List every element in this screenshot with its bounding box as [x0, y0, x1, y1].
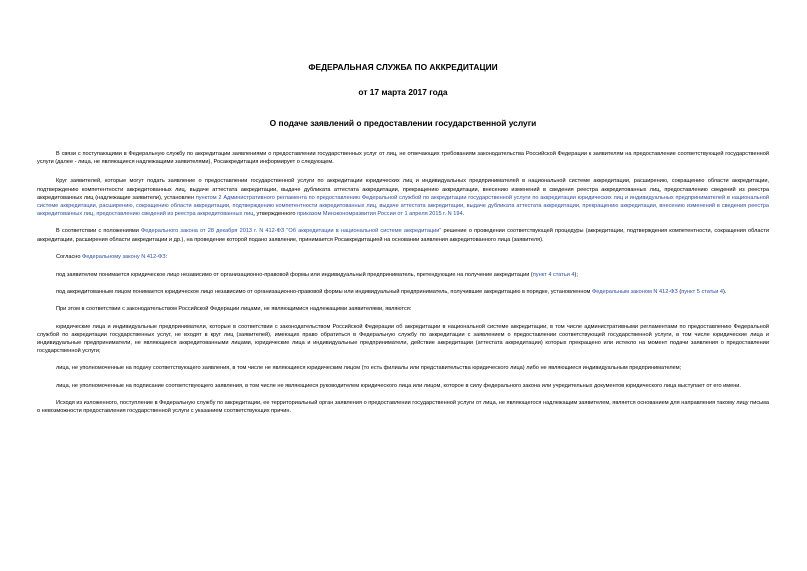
- paragraph-text: , утвержденного: [253, 211, 296, 218]
- paragraph-law: [37, 227, 769, 243]
- paragraph-unauthorized-filing: лица, не уполномоченные на подачу соответствующего заявления, в том числе не являющиеся юридическим лицом (то есть филиалы или представительства юридического лица) либо не являющиеся индивидуальным предпринимателем;: [56, 365, 682, 372]
- paragraph-applicants: [37, 177, 769, 218]
- paragraph-text: ).: [723, 289, 727, 296]
- agency-heading: ФЕДЕРАЛЬНАЯ СЛУЖБА ПО АККРЕДИТАЦИИ: [308, 62, 498, 72]
- paragraph-according: [37, 253, 769, 261]
- paragraph-text: :: [165, 253, 168, 260]
- paragraph-text: под заявителем понимается юридическое лицо независимо от организационно-правовой формы или индивидуальный предприниматель, претендующие на получение аккредитации (: [56, 272, 533, 279]
- paragraph-unauthorized-signing: лица, не уполномоченные на подписание соответствующего заявления, в том числе не являющиеся руководителем юридического лица или лицом, которое в силу федерального закона или учредительных документов юридического лица выступает от его имени.: [56, 382, 741, 389]
- link-point-5-article-4[interactable]: пункт 5 статьи 4: [681, 289, 723, 296]
- link-federal-law-412-b[interactable]: Федеральным законом N 412-ФЗ: [591, 289, 678, 296]
- paragraph-text: решение о проведении соответствующей процедуры (аккредитации, подтверждения компетентности, сокращения области аккредитации, расширения области аккредитации и др.), на проведение которой подано заявление, принимается Росаккредитацией на основании заявления аккредитованного лица (заявителя).: [37, 228, 769, 243]
- link-regulation-point-2[interactable]: пунктом 2 Административного регламента по предоставлению Федеральной службой по аккредитации государственной услуги по аккредитации юридических лиц и индивидуальных предпринимателей в национальной системе аккредитации, расширению, сокращению области аккредитации, подтверждению компетентности аккредитованных лиц, выдаче аттестата аккредитации, выдаче дубликата аттестата аккредитации, прекращению аккредитации, внесению изменений в сведения реестра аккредитованных лиц, предоставлению сведений из реестра аккредитованных лиц: [37, 194, 769, 218]
- paragraph-legal-entities: юридические лица и индивидуальные предприниматели, которые в соответствии с законодательством Российской Федерации об аккредитации в национальной системе аккредитации, в том числе административными регламентами по предоставлению Федеральной службой по аккредитации государственных услуг, не входят в круг лиц (заявителей), имеющих право обратиться в Федеральную службу по аккредитации с заявлением о предоставлении соответствующей государственной услуги, в том числе юридические лица и индивидуальные предприниматели, не являющиеся аккредитованными лицами, юридические лица и индивидуальные предприниматели, действие аккредитации (аттестата аккредитации) которых прекращено или истекло на момент подачи заявления о предоставлении государственной услуги;: [37, 323, 769, 355]
- paragraph-text: (: [677, 289, 682, 296]
- paragraph-conclusion: Исходя из изложенного, поступление в Федеральную службу по аккредитации, ее территориальный орган заявления о предоставлении государственной услуги от лица, не являющегося надлежащим заявителем, является основанием для направления такому лицу письма о невозможности предоставления государственной услуги с указанием соответствующих причин.: [37, 399, 769, 415]
- document-date: от 17 марта 2017 года: [358, 87, 448, 97]
- link-point-4-article-4[interactable]: пункт 4 статьи 4: [532, 272, 575, 279]
- document-page: [37, 62, 769, 415]
- paragraph-text: .: [462, 211, 465, 218]
- paragraph-intro: В связи с поступающими в Федеральную службу по аккредитации заявлениями о предоставлении государственных услуг от лиц, не отвечающих требованиям законодательства Российской Федерации к заявителям на предоставление соответствующей государственной услуги (далее - лица, не являющиеся надлежащими заявителями), Росаккредитация информирует о следующем.: [37, 151, 769, 166]
- paragraph-text: Круг заявителей, которые могут подать заявление о предоставлении государственной услуги по аккредитации юридических лиц и индивидуальных предпринимателей в национальной системе аккредитации, расширению, сокращению области аккредитации, подтверждению компетентности аккредитованных лиц, выдаче аттестата аккредитации, выдаче дубликата аттестата аккредитации, прекращению аккредитации, внесению изменений в сведения реестра аккредитованных лиц, предоставлению сведений из реестра аккредитованных лиц (надлежащие заявители), установлен: [37, 178, 769, 201]
- link-federal-law-412-short[interactable]: Федеральному закону N 412-ФЗ: [82, 253, 166, 260]
- paragraph-accredited-def: [37, 288, 769, 296]
- paragraph-text: под аккредитованным лицом понимается юридическое лицо независимо от организационно-правовой формы или индивидуальный предприниматель, получившие аккредитацию в порядке, установленном: [56, 289, 591, 296]
- paragraph-applicant-def: [37, 271, 769, 279]
- paragraph-improper: При этом в соответствии с законодательством Российской Федерации лицами, не являющимися надлежащими заявителями, являются:: [56, 306, 412, 313]
- link-order-194[interactable]: приказом Минэкономразвития России от 1 апреля 2015 г. N 194: [297, 211, 463, 218]
- document-title: О подаче заявлений о предоставлении государственной услуги: [269, 118, 537, 128]
- paragraph-text: );: [574, 272, 578, 279]
- paragraph-text: В соответствии с положениями: [56, 228, 139, 235]
- paragraph-text: Согласно: [56, 253, 81, 260]
- link-federal-law-412[interactable]: Федерального закона от 28 декабря 2013 г. N 412-ФЗ "Об аккредитации в национальной системе аккредитации": [141, 228, 442, 235]
